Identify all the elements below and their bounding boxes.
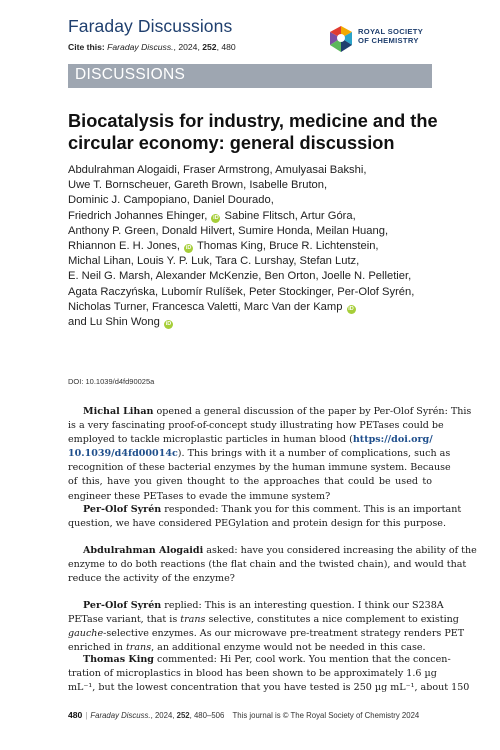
text-line: question, we have considered PEGylation and protein design for this purpose. bbox=[68, 518, 446, 530]
author-segment: Friedrich Johannes Ehinger, bbox=[68, 209, 208, 222]
author-segment: Rhiannon E. H. Jones, bbox=[68, 240, 180, 253]
rsc-emblem-icon bbox=[328, 25, 354, 53]
author-line: Michal Lihan, Louis Y. P. Luk, Tara C. Lurshay, Stefan Lutz, bbox=[68, 255, 360, 268]
text-line: of this, have you given thought to the approaches that could be used to bbox=[68, 476, 432, 488]
section-banner-label: DISCUSSIONS bbox=[75, 66, 186, 83]
speaker-name: Per-Olof Syrén bbox=[83, 504, 162, 515]
text-line: tration of microplastics in blood has been shown to be approximately 1.6 µg bbox=[68, 668, 437, 680]
author-line: E. Neil G. Marsh, Alexander McKenzie, Ben Orton, Joelle N. Pelletier, bbox=[68, 270, 412, 283]
author-line bbox=[68, 315, 438, 330]
page-number: 480 bbox=[68, 710, 83, 720]
text-line: is a very fascinating proof-of-concept study illustrating how PETases could be bbox=[68, 420, 444, 432]
doi-link[interactable]: https://doi.org/ bbox=[352, 434, 433, 446]
cite-year: , 2024, bbox=[173, 42, 203, 52]
text-line: gauche-selective enzymes. As our microwave pre-treatment strategy renders PET bbox=[68, 628, 465, 640]
speaker-name: Abdulrahman Alogaidi bbox=[83, 545, 204, 556]
text-line: 10.1039/d4fd00014c). This brings with it a number of complications, such as bbox=[68, 448, 451, 460]
author-line: Uwe T. Bornscheuer, Gareth Brown, Isabelle Bruton, bbox=[68, 179, 328, 192]
orcid-icon[interactable]: iD bbox=[165, 321, 172, 328]
paragraph-king bbox=[68, 653, 470, 695]
speaker-name: Thomas King bbox=[83, 654, 154, 665]
section-banner bbox=[68, 64, 432, 88]
copyright-notice: This journal is © The Royal Society of Chemistry 2024 bbox=[232, 711, 420, 720]
author-line: Anthony P. Green, Donald Hilvert, Sumire Honda, Meilan Huang, bbox=[68, 224, 389, 237]
author-line: Agata Raczyńska, Lubomír Rulíšek, Peter Stockinger, Per-Olof Syrén, bbox=[68, 285, 415, 298]
rsc-line1: ROYAL SOCIETY bbox=[358, 27, 424, 36]
author-line: Abdulrahman Alogaidi, Fraser Armstrong, Amulyasai Bakshi, bbox=[68, 164, 367, 176]
author-segment: Thomas King, Bruce R. Lichtenstein, bbox=[196, 240, 379, 253]
rsc-wordmark bbox=[358, 27, 423, 45]
journal-title: Faraday Discussions bbox=[68, 16, 233, 36]
cite-journal: Faraday Discuss. bbox=[107, 42, 174, 52]
doi-link-continued[interactable]: 10.1039/d4fd00014c bbox=[68, 448, 178, 460]
text-line: reduce the activity of the enzyme? bbox=[68, 573, 235, 585]
author-line bbox=[68, 209, 438, 224]
text-line: Per-Olof Syrén replied: This is an interesting question. I think our S238A bbox=[83, 600, 444, 611]
text-line: Thomas King commented: Hi Per, cool work. You mention that the concen- bbox=[83, 654, 451, 665]
paragraph-syren-reply bbox=[68, 599, 465, 655]
speaker-name: Michal Lihan bbox=[83, 406, 154, 417]
author-line bbox=[68, 300, 438, 315]
text-line: mL⁻¹, but the lowest concentration that you have tested is 250 µg mL⁻¹, about 150 bbox=[68, 682, 470, 694]
author-segment: Nicholas Turner, Francesca Valetti, Marc Van der Kamp bbox=[68, 300, 343, 313]
article-title: Biocatalysis for industry, medicine and the circular economy: general discussion bbox=[68, 111, 438, 153]
cite-prefix: Cite this: bbox=[68, 42, 105, 52]
paragraph-syren-response bbox=[68, 503, 462, 531]
text-line: employed to tackle microplastic particles in human blood (https://doi.org/ bbox=[68, 434, 433, 446]
footer-journal: Faraday Discuss. bbox=[90, 711, 151, 720]
paragraph-alogaidi bbox=[68, 544, 477, 586]
citation-line bbox=[68, 42, 236, 52]
text-line: Michal Lihan opened a general discussion of the paper by Per-Olof Syrén: This bbox=[83, 406, 472, 417]
rsc-logo[interactable] bbox=[328, 25, 438, 53]
orcid-icon[interactable]: iD bbox=[185, 245, 192, 252]
doi-line[interactable]: DOI: 10.1039/d4fd90025a bbox=[68, 377, 155, 386]
cite-volume: 252 bbox=[202, 42, 217, 52]
orcid-icon[interactable]: iD bbox=[348, 305, 354, 312]
text-line: enriched in trans, an additional enzyme would not be needed in this case. bbox=[68, 642, 426, 654]
text-line: recognition of these bacterial enzymes by the human immune system. Because bbox=[68, 462, 451, 474]
author-line bbox=[68, 239, 438, 254]
page-footer: 480 | Faraday Discuss., 2024, 252, 480–506 This journal is © The Royal Society of Chemistry 2024 bbox=[68, 710, 420, 720]
text-line: engineer these PETases to evade the immune system? bbox=[68, 490, 331, 502]
speaker-name: Per-Olof Syrén bbox=[83, 600, 162, 611]
text-line: enzyme to do both reactions (the flat chain and the twisted chain), and would that bbox=[68, 559, 467, 571]
orcid-icon[interactable]: iD bbox=[213, 214, 219, 221]
text-line: PETase variant, that is trans selective, constitutes a nice complement to existing bbox=[68, 614, 459, 626]
text-line: Per-Olof Syrén responded: Thank you for this comment. This is an important bbox=[83, 504, 462, 515]
author-list bbox=[68, 163, 438, 330]
cite-page: , 480 bbox=[216, 42, 236, 52]
rsc-line2: OF CHEMISTRY bbox=[358, 36, 419, 45]
author-segment: Sabine Flitsch, Artur Góra, bbox=[224, 209, 356, 222]
author-line: Dominic J. Campopiano, Daniel Dourado, bbox=[68, 194, 274, 207]
author-segment: and Lu Shin Wong bbox=[68, 316, 160, 329]
text-line: Abdulrahman Alogaidi asked: have you considered increasing the ability of the bbox=[83, 545, 477, 556]
footer-volume: 252 bbox=[176, 711, 190, 720]
paragraph-lihan bbox=[68, 405, 472, 504]
